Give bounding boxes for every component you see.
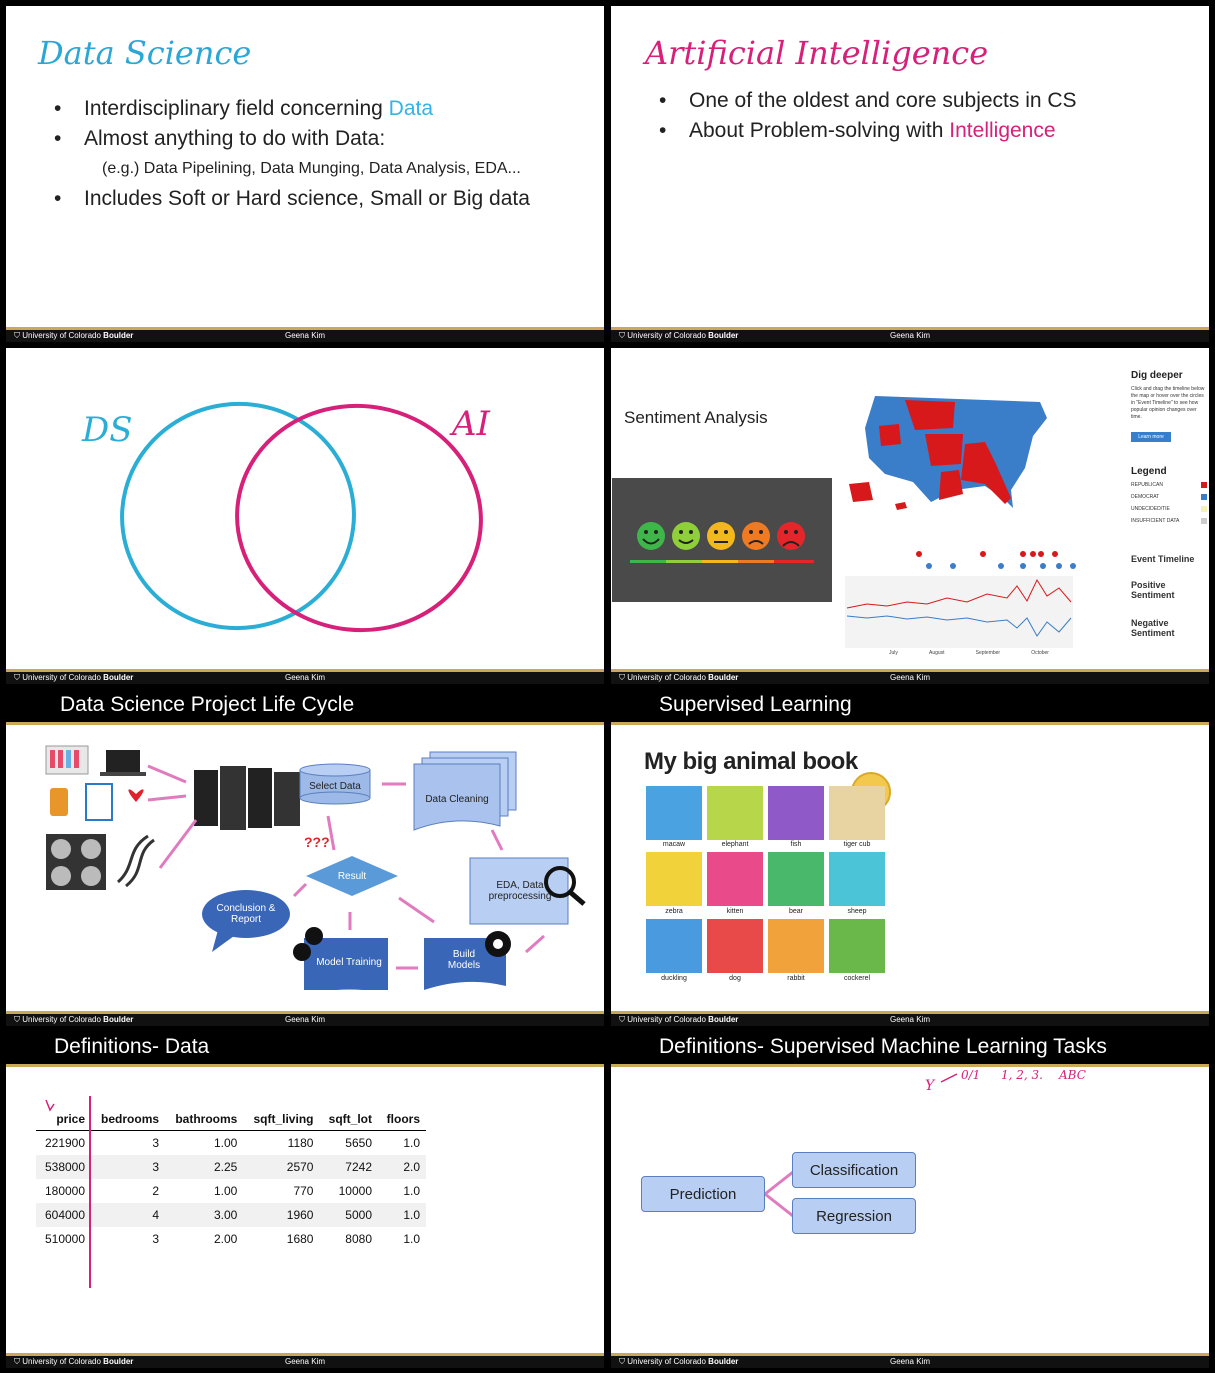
animal-image xyxy=(646,786,702,840)
select-data-label: Select Data xyxy=(309,780,361,792)
classification-box: Classification xyxy=(792,1152,916,1188)
negative-sentiment-label: Negative Sentiment xyxy=(1131,618,1175,638)
cu-logo-icon: ⛉ xyxy=(619,673,628,682)
table-row: 221900 3 1.00 1180 5650 1.0 xyxy=(44,1136,420,1150)
slide-title: Definitions- Supervised Machine Learning Tasks xyxy=(611,1032,1209,1067)
slide-footer: ⛉ University of Colorado Boulder Geena Kim xyxy=(611,327,1209,342)
gear-icon xyxy=(305,927,323,945)
prediction-box: Prediction xyxy=(641,1176,765,1212)
column-header: bedrooms xyxy=(91,1108,165,1131)
legend-item: INSUFFICIENT DATA xyxy=(1131,518,1207,530)
sentiment-faces xyxy=(612,478,832,602)
learn-more-button[interactable]: Learn more xyxy=(1131,432,1171,442)
event-timeline-label: Event Timeline xyxy=(1131,554,1195,564)
month-labels: July August September October xyxy=(889,650,1049,656)
build-models-label: Build Models xyxy=(447,949,481,971)
slide-supervised xyxy=(611,690,1209,1026)
slide-title: Definitions- Data xyxy=(6,1032,604,1067)
bullet-item: • Interdisciplinary field concerning Data xyxy=(54,94,530,124)
slide-definitions-tasks xyxy=(611,1032,1209,1368)
animal-label: bear xyxy=(788,908,803,915)
animal-image xyxy=(829,919,885,973)
cu-logo-icon: ⛉ xyxy=(14,673,23,682)
animal-label: dog xyxy=(729,975,741,982)
slide-lifecycle xyxy=(6,690,604,1026)
emoji-panel xyxy=(612,478,832,602)
legend-item: REPUBLICAN xyxy=(1131,482,1207,494)
table-row: 180000 2 1.00 770 10000 1.0 xyxy=(44,1184,420,1198)
slide-footer: ⛉ University of Colorado Boulder Geena Kim xyxy=(6,327,604,342)
animal-label: tiger cub xyxy=(843,841,871,848)
animal-label: rabbit xyxy=(787,975,805,982)
slide-title: Artificial Intelligence xyxy=(645,34,989,72)
animal-label: kitten xyxy=(726,908,744,915)
animal-image xyxy=(768,919,824,973)
animal-image xyxy=(829,852,885,906)
legend xyxy=(1131,482,1207,530)
animal-image xyxy=(707,919,763,973)
slide-footer: ⛉ University of Colorado Boulder Geena Kim xyxy=(611,1011,1209,1026)
legend-item: UNDECIDED/TIE xyxy=(1131,506,1207,518)
animal-image xyxy=(707,852,763,906)
result-label: Result xyxy=(337,870,367,882)
eda-label: EDA, Data preprocessing xyxy=(488,880,552,902)
slide-footer: ⛉ University of Colorado Boulder Geena Kim xyxy=(611,1353,1209,1368)
slide-footer: ⛉ University of Colorado Boulder Geena Kim xyxy=(6,669,604,684)
column-header: sqft_living xyxy=(243,1108,319,1131)
note-binary: 0/1 xyxy=(961,1068,981,1082)
note-letters: ABC xyxy=(1059,1068,1086,1082)
bullet-item: • One of the oldest and core subjects in CS xyxy=(659,86,1077,116)
column-header: price xyxy=(36,1108,91,1131)
column-header: bathrooms xyxy=(165,1108,243,1131)
bullet-item: • About Problem-solving with Intelligence xyxy=(659,116,1077,146)
conclusion-label: Conclusion & Report xyxy=(216,903,276,925)
dig-deeper-text: Click and drag the timeline below the map or hover over the circles in "Event Timeline" to see how popular opinion changes over time. xyxy=(1131,386,1205,420)
slide-sentiment xyxy=(611,348,1209,684)
bullet-item: • Includes Soft or Hard science, Small or Big data xyxy=(54,184,530,214)
bullet-list xyxy=(659,86,1077,146)
slide-title: Data Science Project Life Cycle xyxy=(6,690,604,725)
book-title: My big animal book xyxy=(644,748,858,775)
legend-title: Legend xyxy=(1131,466,1167,477)
animal-image xyxy=(646,919,702,973)
dig-deeper-title: Dig deeper xyxy=(1131,370,1183,381)
table-header-row xyxy=(36,1108,426,1131)
animal-label: duckling xyxy=(661,975,687,982)
animal-image xyxy=(829,786,885,840)
cu-logo-icon: ⛉ xyxy=(619,1015,628,1024)
animal-label: elephant xyxy=(721,841,749,848)
ai-label: AI xyxy=(452,404,490,444)
note-y: Y xyxy=(925,1078,935,1094)
bullet-list xyxy=(54,94,530,214)
housing-data-table xyxy=(36,1108,426,1251)
animal-label: fish xyxy=(790,841,802,848)
venn-diagram xyxy=(6,348,604,668)
slide-footer: ⛉ University of Colorado Boulder Geena Kim xyxy=(6,1353,604,1368)
animal-image xyxy=(768,852,824,906)
slide-title: Sentiment Analysis xyxy=(624,408,768,427)
bullet-sub-item: (e.g.) Data Pipelining, Data Munging, Data Analysis, EDA... xyxy=(102,160,521,177)
animal-image xyxy=(768,786,824,840)
slide-ai xyxy=(611,6,1209,342)
slide-title: Supervised Learning xyxy=(611,690,1209,725)
server-rack-icon xyxy=(194,766,300,830)
slide-footer: ⛉ University of Colorado Boulder Geena Kim xyxy=(6,1011,604,1026)
column-header: floors xyxy=(378,1108,426,1131)
table-row: 538000 3 2.25 2570 7242 2.0 xyxy=(36,1155,426,1179)
animal-label: sheep xyxy=(847,908,867,915)
legend-item: DEMOCRAT xyxy=(1131,494,1207,506)
cu-logo-icon: ⛉ xyxy=(14,1015,23,1024)
cu-logo-icon: ⛉ xyxy=(14,1357,23,1366)
data-source-icons xyxy=(46,746,154,890)
positive-sentiment-label: Positive Sentiment xyxy=(1131,580,1175,600)
column-header: sqft_lot xyxy=(319,1108,378,1131)
event-dots xyxy=(916,551,1076,569)
animal-label: cockerel xyxy=(843,975,871,982)
cu-logo-icon: ⛉ xyxy=(619,331,628,340)
note-integers: 1, 2, 3. xyxy=(1001,1068,1043,1082)
cu-logo-icon: ⛉ xyxy=(14,331,23,340)
animal-label: macaw xyxy=(662,841,686,848)
slide-venn xyxy=(6,348,604,684)
table-row: 604000 4 3.00 1960 5000 1.0 xyxy=(36,1203,426,1227)
data-cleaning-label: Data Cleaning xyxy=(425,793,489,805)
animal-label: zebra xyxy=(665,908,683,915)
gear-icon xyxy=(293,943,311,961)
regression-box: Regression xyxy=(792,1198,916,1234)
slide-data-science xyxy=(6,6,604,342)
animal-image xyxy=(646,852,702,906)
bullet-item: • Almost anything to do with Data: xyxy=(54,124,530,154)
sentiment-timeline-chart xyxy=(837,546,1077,656)
table-row: 510000 3 2.00 1680 8080 1.0 xyxy=(44,1232,420,1246)
ds-label: DS xyxy=(82,410,133,450)
question-marks: ??? xyxy=(304,834,330,850)
slide-definitions-data xyxy=(6,1032,604,1368)
slide-title: Data Science xyxy=(38,34,252,72)
cu-logo-icon: ⛉ xyxy=(619,1357,628,1366)
model-training-label: Model Training xyxy=(316,956,382,968)
slide-footer: ⛉ University of Colorado Boulder Geena Kim xyxy=(611,669,1209,684)
animal-image xyxy=(707,786,763,840)
